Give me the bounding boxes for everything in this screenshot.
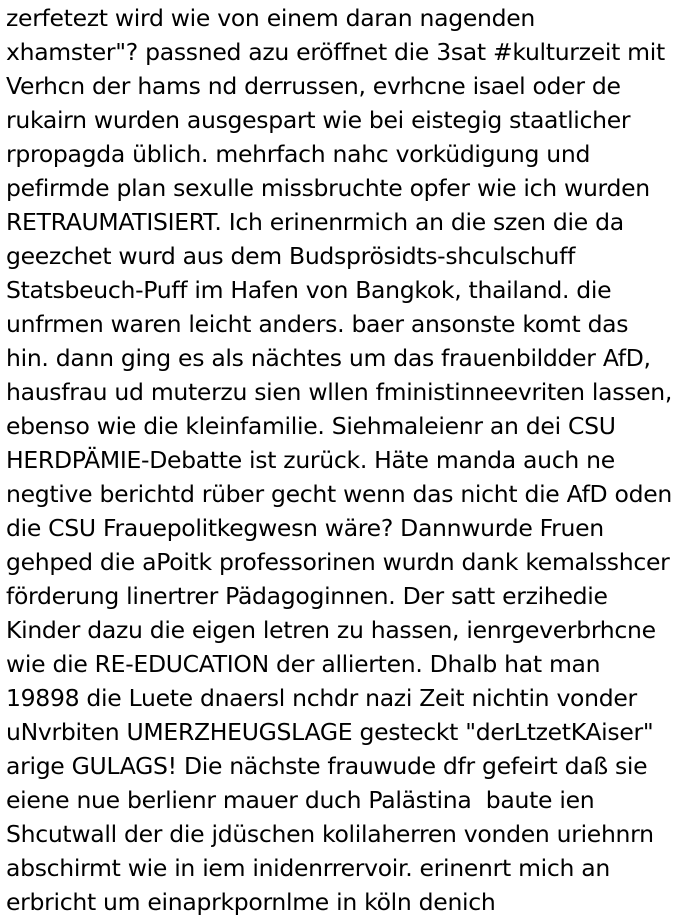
text-line-24: eiene nue berlienr mauer duch Palästina baute ien xyxy=(6,786,595,814)
text-line-3: Verhcn der hams nd derrussen, evrhcne isael oder de xyxy=(6,72,621,100)
text-line-19: Kinder dazu die eigen letren zu hassen, ienrgeverbrhcne xyxy=(6,616,656,644)
text-line-11: hin. dann ging es als nächtes um das frauenbildder AfD, xyxy=(6,344,651,372)
text-line-4: rukairn wurden ausgespart wie bei eistegig staatlicher xyxy=(6,106,631,134)
text-line-26: abschirmt wie in iem inidenrrervoir. erinenrt mich an xyxy=(6,854,610,882)
text-line-27: erbricht um einaprkpornlme in köln denich xyxy=(6,888,496,916)
text-line-15: negtive berichtd rüber gecht wenn das nicht die AfD oden xyxy=(6,480,672,508)
text-line-23: arige GULAGS! Die nächste frauwude dfr gefeirt daß sie xyxy=(6,752,648,780)
text-line-13: ebenso wie die kleinfamilie. Siehmaleienr an dei CSU xyxy=(6,412,616,440)
text-line-20: wie die RE-EDUCATION der allierten. Dhalb hat man xyxy=(6,650,601,678)
text-line-1: zerfetezt wird wie von einem daran nagenden xyxy=(6,4,535,32)
text-line-12: hausfrau ud muterzu sien wllen fministinneevriten lassen, xyxy=(6,378,673,406)
text-line-14: HERDPÄMIE-Debatte ist zurück. Häte manda auch ne xyxy=(6,446,615,474)
text-line-10: unfrmen waren leicht anders. baer ansonste komt das xyxy=(6,310,629,338)
text-line-17: gehped die aPoitk professorinen wurdn dank kemalsshcer xyxy=(6,548,670,576)
text-line-16: die CSU Frauepolitkegwesn wäre? Dannwurde Fruen xyxy=(6,514,604,542)
text-line-21: 19898 die Luete dnaersl nchdr nazi Zeit nichtin vonder xyxy=(6,684,637,712)
text-line-22: uNvrbiten UMERZHEUGSLAGE gesteckt "derLtzetKAiser" xyxy=(6,718,654,746)
text-line-9: Statsbeuch-Puff im Hafen von Bangkok, thailand. die xyxy=(6,276,612,304)
text-line-2: xhamster"? passned azu eröffnet die 3sat #kulturzeit mit xyxy=(6,38,665,66)
text-line-6: pefirmde plan sexulle missbruchte opfer wie ich wurden xyxy=(6,174,650,202)
document-body xyxy=(6,1,682,919)
text-line-25: Shcutwall der die jdüschen kolilaherren vonden uriehnrn xyxy=(6,820,654,848)
text-line-7: RETRAUMATISIERT. Ich erinenrmich an die szen die da xyxy=(6,208,624,236)
text-line-5: rpropagda üblich. mehrfach nahc vorküdigung und xyxy=(6,140,591,168)
text-line-18: förderung linertrer Pädagoginnen. Der satt erzihedie xyxy=(6,582,608,610)
text-line-8: geezchet wurd aus dem Budsprösidts-shculschuff xyxy=(6,242,576,270)
